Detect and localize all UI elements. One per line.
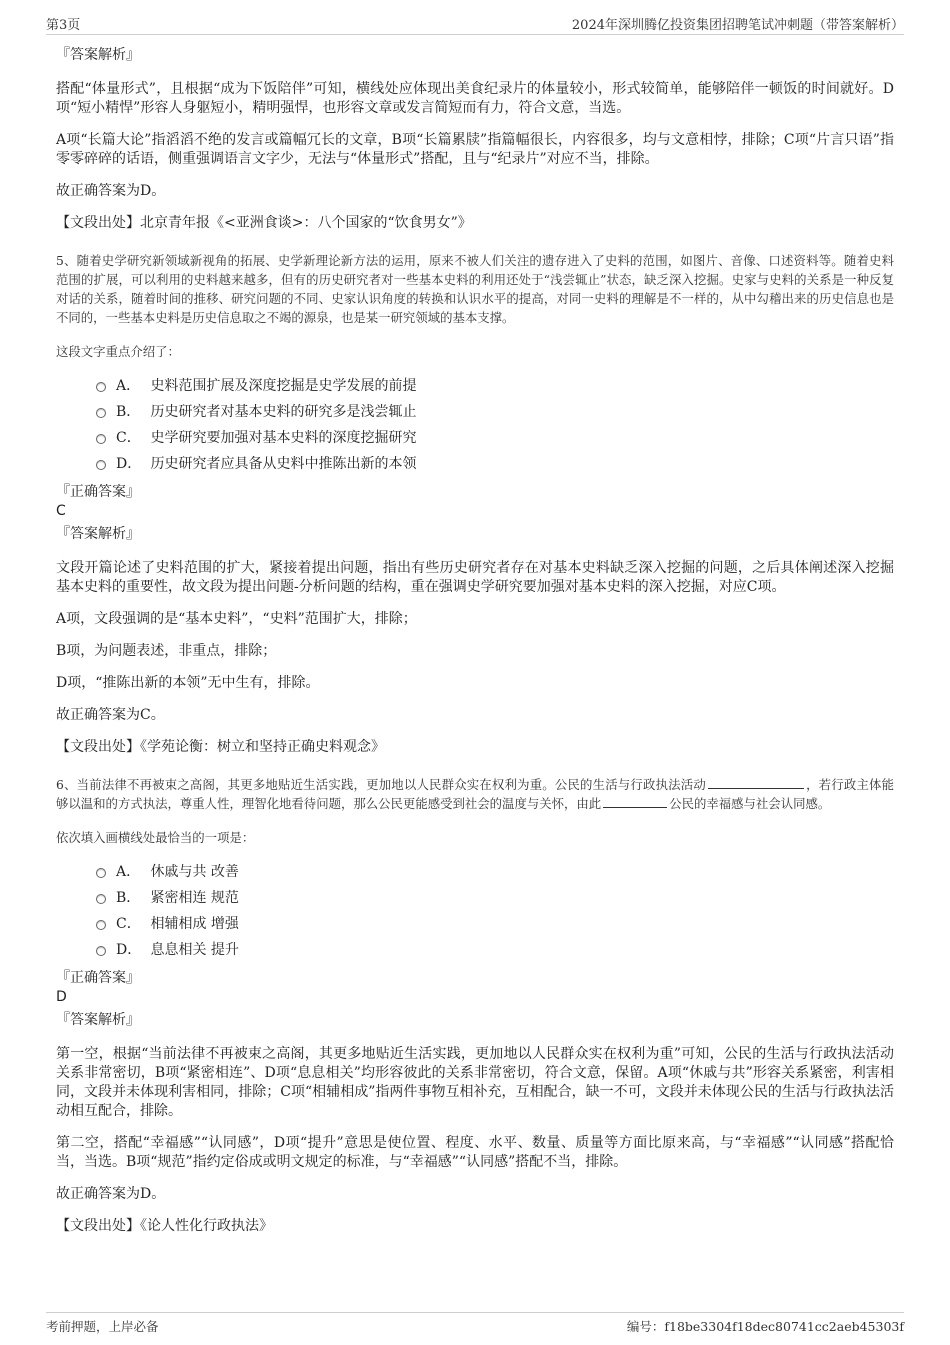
q5-ask: 这段文字重点介绍了：: [56, 344, 180, 359]
q5-source: 【文段出处】《学苑论衡：树立和坚持正确史料观念》: [56, 739, 385, 755]
option-text: 史学研究要加强对基本史料的深度挖掘研究: [150, 430, 417, 446]
option-letter: D．: [116, 942, 142, 958]
q6-source: 【文段出处】《论人性化行政执法》: [56, 1218, 273, 1234]
radio-icon[interactable]: [96, 946, 106, 956]
q6-stem-part-2: ，若行政主体能够以温和的方式执法，尊重人性，理智化地看待问题，那么公民更能感受到社会的温度与关怀，由此: [56, 777, 895, 811]
radio-icon[interactable]: [96, 920, 106, 930]
q6-option-c[interactable]: [96, 911, 894, 937]
radio-icon[interactable]: [96, 868, 106, 878]
q6-stem-part-1: 6、当前法律不再被束之高阁，其更多地贴近生活实践，更加地以人民群众实在权利为重。公民的生活与行政执法活动: [56, 777, 706, 792]
option-letter: B．: [116, 890, 141, 906]
q6-analysis-para-3: 故正确答案为D。: [56, 1186, 166, 1202]
option-letter: C．: [116, 916, 141, 932]
fill-blank-2: [603, 795, 667, 808]
option-letter: D．: [116, 456, 142, 472]
option-text: 历史研究者应具备从史料中推陈出新的本领: [150, 456, 417, 472]
q5-analysis-para-1: 文段开篇论述了史料范围的扩大，紧接着提出问题，指出有些历史研究者存在对基本史料缺乏深入挖掘的问题，之后具体阐述深入挖掘基本史料的重要性，故文段为提出问题-分析问题的结构，重在强调史学研究要加强对基本史料的深入挖掘，对应C项。: [56, 560, 894, 595]
option-text: 历史研究者对基本史料的研究多是浅尝辄止: [150, 404, 417, 420]
q5-option-b[interactable]: [96, 399, 894, 425]
radio-icon[interactable]: [96, 460, 106, 470]
q4-analysis-para-1: 搭配“体量形式”，且根据“成为下饭陪伴”可知，横线处应体现出美食纪录片的体量较小，形式较简单，能够陪伴一顿饭的时间就好。D项“短小精悍”形容人身躯短小，精明强悍，也形容文章或发言简短而有力，符合文意，当选。: [56, 81, 894, 116]
q5-answer-label: 『正确答案』: [56, 484, 140, 500]
option-letter: B．: [116, 404, 141, 420]
q6-stem: [56, 775, 894, 813]
q5-option-c[interactable]: [96, 425, 894, 451]
q6-option-b[interactable]: [96, 885, 894, 911]
q4-source: 【文段出处】北京青年报《<亚洲食谈>：八个国家的“饮食男女”》: [56, 215, 472, 231]
option-text: 休戚与共 改善: [150, 864, 239, 880]
fill-blank-1: [708, 776, 804, 789]
q6-ask: 依次填入画横线处最恰当的一项是：: [56, 830, 255, 845]
footer-slogan: 考前押题，上岸必备: [46, 1319, 159, 1334]
q6-answer: D: [56, 989, 67, 1005]
q4-analysis-para-3: 故正确答案为D。: [56, 183, 166, 199]
q5-analysis-para-3: B项，为问题表述，非重点，排除；: [56, 643, 277, 659]
q6-options: [96, 859, 894, 963]
q6-option-d[interactable]: [96, 937, 894, 963]
q5-answer: C: [56, 503, 66, 519]
q5-analysis-para-4: D项，“推陈出新的本领”无中生有，排除。: [56, 675, 320, 691]
option-letter: C．: [116, 430, 141, 446]
page-footer: [46, 1312, 904, 1337]
q5-option-a[interactable]: [96, 373, 894, 399]
q5-analysis-para-2: A项，文段强调的是“基本史料”，“史料”范围扩大，排除；: [56, 611, 417, 627]
q6-analysis-label: 『答案解析』: [56, 1012, 140, 1028]
option-text: 相辅相成 增强: [150, 916, 239, 932]
q4-analysis-para-2: A项“长篇大论”指滔滔不绝的发言或篇幅冗长的文章，B项“长篇累牍”指篇幅很长，内容很多，均与文意相悖，排除；C项“片言只语”指零零碎碎的话语，侧重强调语言文字少，无法与“体量形式”搭配，且与“纪录片”对应不当，排除。: [56, 132, 894, 167]
q6-answer-label: 『正确答案』: [56, 970, 140, 986]
radio-icon[interactable]: [96, 408, 106, 418]
radio-icon[interactable]: [96, 894, 106, 904]
q6-analysis-para-2: 第二空，搭配“幸福感”“认同感”，D项“提升”意思是使位置、程度、水平、数量、质量等方面比原来高，与“幸福感”“认同感”搭配恰当，当选。B项“规范”指约定俗成或明文规定的标准，与“幸福感”“认同感”搭配不当，排除。: [56, 1135, 894, 1170]
radio-icon[interactable]: [96, 382, 106, 392]
q6-analysis-para-1: 第一空，根据“当前法律不再被束之高阁，其更多地贴近生活实践，更加地以人民群众实在权利为重”可知，公民的生活与行政执法活动关系非常密切，B项“紧密相连”、D项“息息相关”均形容彼此的关系非常密切，符合文意，保留。A项“休戚与共”形容关系紧密，利害相同，文段并未体现利害相同，排除；C项“相辅相成”指两件事物互相补充，互相配合，缺一不可，文段并未体现公民的生活与行政执法活动相互配合，排除。: [56, 1046, 894, 1119]
document-title: 2024年深圳腾亿投资集团招聘笔试冲刺题（带答案解析）: [571, 18, 904, 33]
option-text: 史料范围扩展及深度挖掘是史学发展的前提: [150, 378, 417, 394]
radio-icon[interactable]: [96, 434, 106, 444]
page-number: 第3页: [46, 18, 81, 33]
q5-options: [96, 373, 894, 477]
option-letter: A．: [116, 378, 141, 394]
document-code: 编号：f18be3304f18dec80741cc2aeb45303f: [626, 1319, 904, 1334]
q6-option-a[interactable]: [96, 859, 894, 885]
page-content: [56, 46, 894, 1254]
q4-analysis-label: 『答案解析』: [56, 47, 140, 63]
option-text: 紧密相连 规范: [150, 890, 239, 906]
q5-analysis-label: 『答案解析』: [56, 526, 140, 542]
q6-stem-part-3: 公民的幸福感与社会认同感。: [669, 796, 831, 811]
q5-option-d[interactable]: [96, 451, 894, 477]
option-letter: A．: [116, 864, 141, 880]
q5-analysis-para-5: 故正确答案为C。: [56, 707, 165, 723]
option-text: 息息相关 提升: [150, 942, 239, 958]
q5-stem: 5、随着史学研究新领域新视角的拓展、史学新理论新方法的运用，原来不被人们关注的遗存进入了史料的范围，如图片、音像、口述资料等。随着史料范围的扩展，可以利用的史料越来越多，但有的历史研究者对一些基本史料的利用还处于“浅尝辄止”状态，缺乏深入挖掘。史家与史料的关系是一种反复对话的关系，随着时间的推移、研究问题的不同、史家认识角度的转换和认识水平的提高，对同一史料的理解是不一样的，从中勾稽出来的历史信息也是不同的，一些基本史料是历史信息取之不竭的源泉，也是某一研究领域的基本支撑。: [56, 253, 894, 325]
page-header: [46, 12, 904, 35]
